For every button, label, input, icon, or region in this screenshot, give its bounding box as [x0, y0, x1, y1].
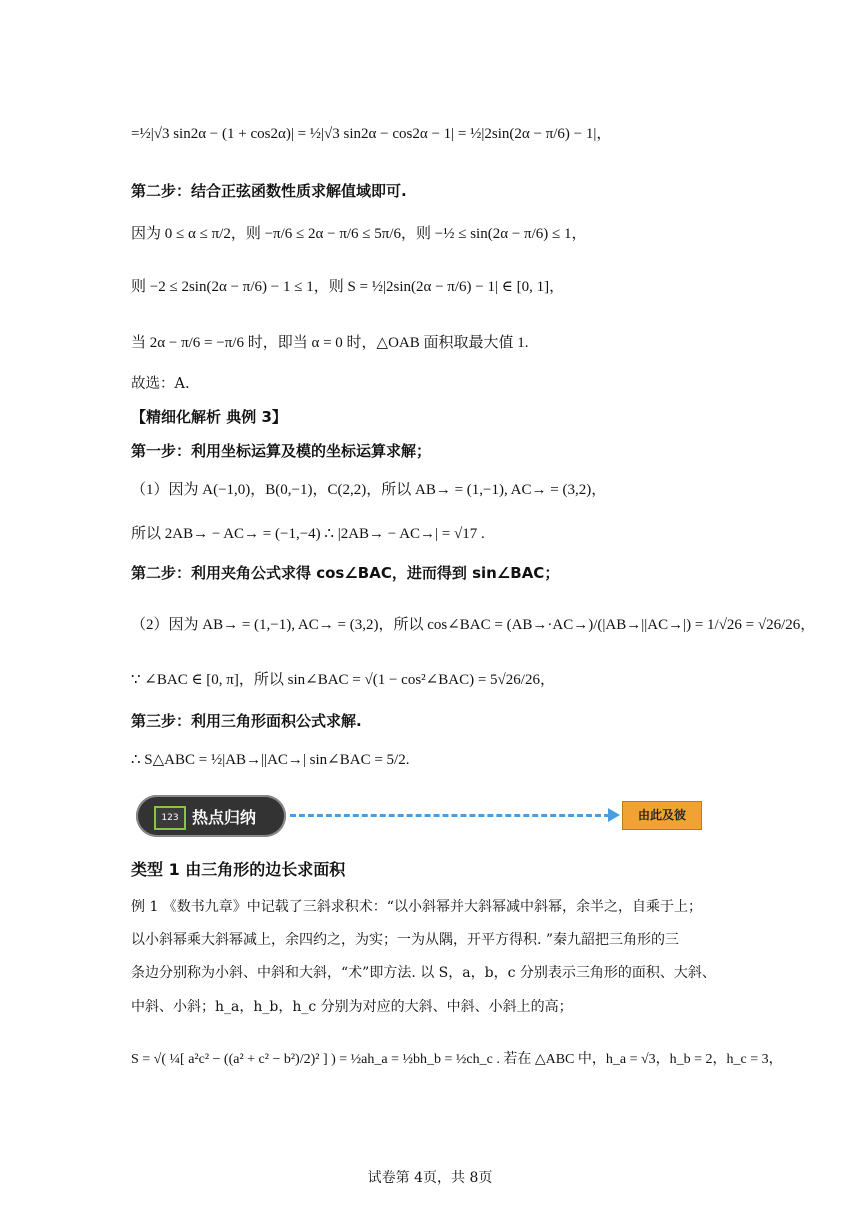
formula-line-3: 则 −2 ≤ 2sin(2α − π/6) − 1 ≤ 1，则 S = ½|2sin(2α − π/6) − 1| ∈ [0, 1]，	[131, 279, 565, 295]
example-line-1: 例 1 《数书九章》中记载了三斜求积术：“以小斜幂并大斜幂减中斜幂，余半之，自乘于上；	[131, 899, 702, 915]
banner-title: 热点归纳	[192, 808, 257, 827]
counter-icon: 123	[154, 806, 186, 830]
formula-line-1: =½|√3 sin2α − (1 + cos2α)| = ½|√3 sin2α − cos2α − 1| = ½|2sin(2α − π/6) − 1|，	[131, 126, 612, 142]
formula-line-4: 当 2α − π/6 = −π/6 时，即当 α = 0 时，△OAB 面积取最大值 1.	[131, 335, 529, 351]
example-line-2: 以小斜幂乘大斜幂减上，余四约之，为实；一为从隅，开平方得积. ”秦九韶把三角形的三	[131, 932, 680, 948]
example-formula: S = √( ¼[ a²c² − ((a² + c² − b²)/2)² ] ) = ½ah_a = ½bh_b = ½ch_c . 若在 △ABC 中，h_a = √3，h_b = 2，h_c = 3，	[131, 1052, 783, 1067]
formula-line-5: （1）因为 A(−1,0)，B(0,−1)，C(2,2)，所以 AB→ = (1,−1), AC→ = (3,2)，	[131, 482, 607, 498]
page-footer: 试卷第 4页，共 8页	[367, 1170, 493, 1186]
arrow-right-icon	[608, 808, 620, 822]
formula-line-6: 所以 2AB→ − AC→ = (−1,−4) ∴ |2AB→ − AC→| = √17 .	[131, 526, 485, 542]
formula-line-2: 因为 0 ≤ α ≤ π/2，则 −π/6 ≤ 2α − π/6 ≤ 5π/6，则 −½ ≤ sin(2α − π/6) ≤ 1，	[131, 226, 587, 242]
step1-heading: 第一步：利用坐标运算及模的坐标运算求解；	[131, 442, 432, 460]
dashed-arrow-line	[290, 814, 610, 817]
example-line-3: 条边分别称为小斜、中斜和大斜，“术”即方法. 以 S，a，b，c 分别表示三角形的面积、大斜、	[131, 965, 716, 981]
answer-line: 故选：A.	[131, 376, 190, 392]
hot-summary-banner	[136, 795, 286, 837]
step2-heading: 第二步：利用夹角公式求得 cos∠BAC，进而得到 sin∠BAC；	[131, 564, 560, 582]
example-line-4: 中斜、小斜；h_a，h_b，h_c 分别为对应的大斜、中斜、小斜上的高；	[131, 999, 573, 1015]
step-heading-2: 第二步：结合正弦函数性质求解值域即可.	[131, 182, 407, 200]
formula-line-7: （2）因为 AB→ = (1,−1), AC→ = (3,2)，所以 cos∠BAC = (AB→·AC→)/(|AB→||AC→|) = 1/√26 = √26/26，	[131, 617, 816, 633]
banner-tag: 由此及彼	[622, 801, 702, 830]
step3-heading: 第三步：利用三角形面积公式求解.	[131, 712, 362, 730]
formula-line-9: ∴ S△ABC = ½|AB→||AC→| sin∠BAC = 5/2.	[131, 752, 410, 768]
section-heading: 类型 1 由三角形的边长求面积	[131, 860, 346, 879]
formula-line-8: ∵ ∠BAC ∈ [0, π]，所以 sin∠BAC = √(1 − cos²∠BAC) = 5√26/26，	[131, 672, 555, 688]
analysis-heading: 【精细化解析 典例 3】	[131, 408, 287, 426]
